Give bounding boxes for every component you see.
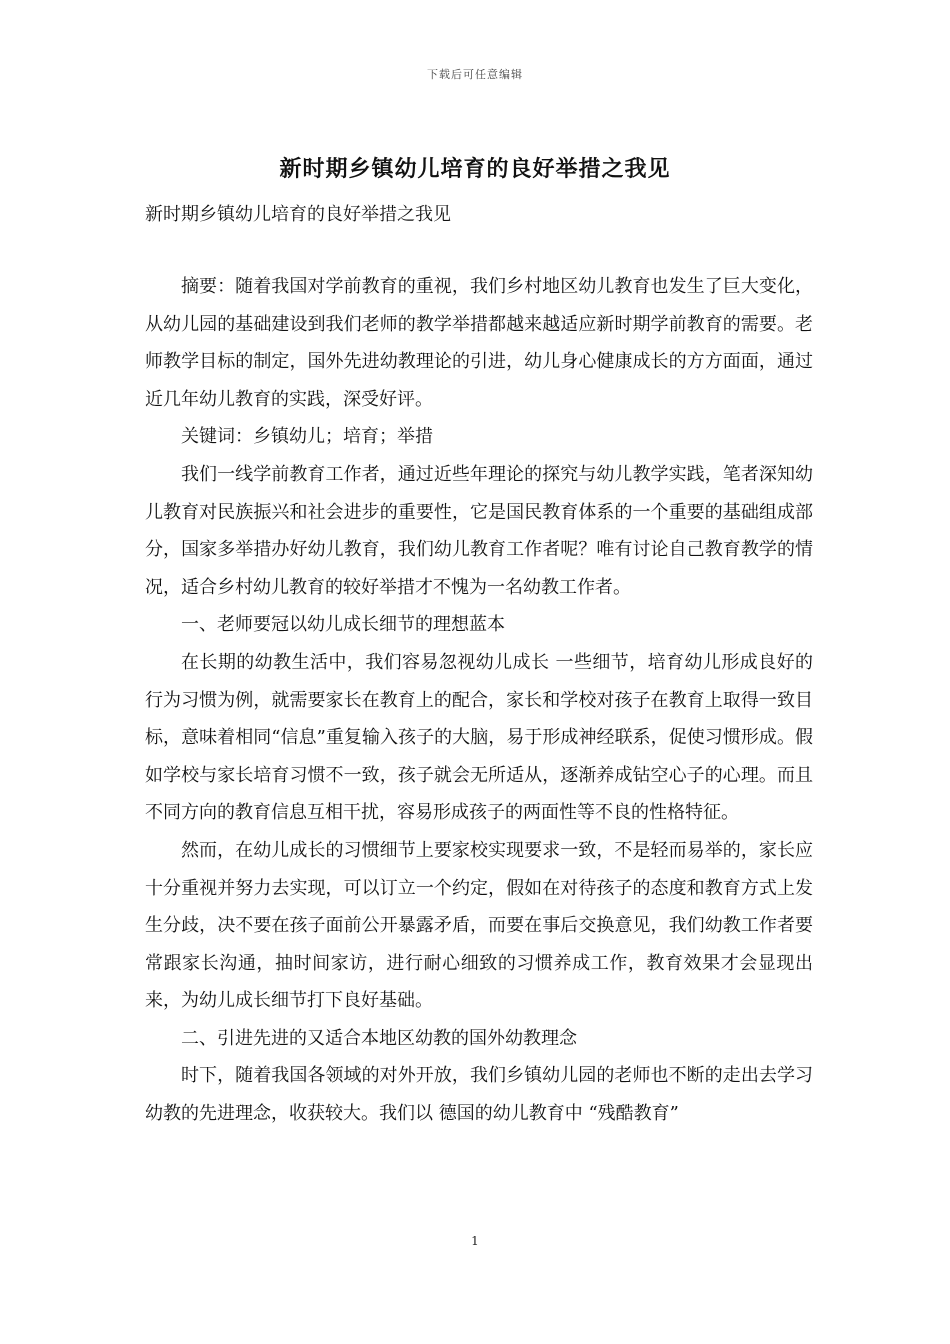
section-1-paragraph-1: 在长期的幼教生活中，我们容易忽视幼儿成长 一些细节，培育幼儿形成良好的行为习惯为例，就需要家长在教育上的配合，家长和学校对孩子在教育上取得一致目标，意味着相同“信息”重复输入孩子的大脑，易于形成神经联系，促使习惯形成。假如学校与家长培育习惯不一致，孩子就会无所适从，逐渐养成钻空心子的心理。而且不同方向的教育信息互相干扰，容易形成孩子的两面性等不良的性格特征。 — [145, 651, 813, 824]
section-heading-1: 一、老师要冠以幼儿成长细节的理想蓝本 — [181, 614, 505, 636]
intro-paragraph: 我们一线学前教育工作者，通过近些年理论的探究与幼儿教学实践，笔者深知幼儿教育对民族振兴和社会进步的重要性，它是国民教育体系的一个重要的基础组成部分，国家多举措办好幼儿教育，我们幼儿教育工作者呢？唯有讨论自己教育教学的情况，适合乡村幼儿教育的较好举措才不愧为一名幼教工作者。 — [145, 463, 813, 598]
document-body — [145, 268, 813, 1133]
document-title: 新时期乡镇幼儿培育的良好举措之我见 — [279, 156, 671, 182]
page-header-note: 下载后可任意编辑 — [427, 68, 523, 81]
section-1-paragraph-2: 然而，在幼儿成长的习惯细节上要家校实现要求一致，不是轻而易举的，家长应十分重视并努力去实现，可以订立一个约定，假如在对待孩子的态度和教育方式上发生分歧，决不要在孩子面前公开暴露矛盾，而要在事后交换意见，我们幼教工作者要常跟家长沟通，抽时间家访，进行耐心细致的习惯养成工作，教育效果才会显现出来，为幼儿成长细节打下良好基础。 — [145, 839, 813, 1012]
document-subtitle: 新时期乡镇幼儿培育的良好举措之我见 — [145, 204, 451, 225]
page-number: 1 — [471, 1234, 479, 1248]
section-heading-2: 二、引进先进的又适合本地区幼教的国外幼教理念 — [181, 1027, 577, 1049]
section-2-paragraph-1: 时下，随着我国各领域的对外开放，我们乡镇幼儿园的老师也不断的走出去学习幼教的先进理念，收获较大。我们以 德国的幼儿教育中 “残酷教育” — [145, 1065, 813, 1125]
keywords-paragraph: 关键词：乡镇幼儿；培育；举措 — [181, 426, 433, 448]
abstract-paragraph: 摘要：随着我国对学前教育的重视，我们乡村地区幼儿教育也发生了巨大变化，从幼儿园的基础建设到我们老师的教学举措都越来越适应新时期学前教育的需要。老师教学目标的制定，国外先进幼教理论的引进，幼儿身心健康成长的方方面面，通过近几年幼儿教育的实践，深受好评。 — [145, 276, 813, 410]
